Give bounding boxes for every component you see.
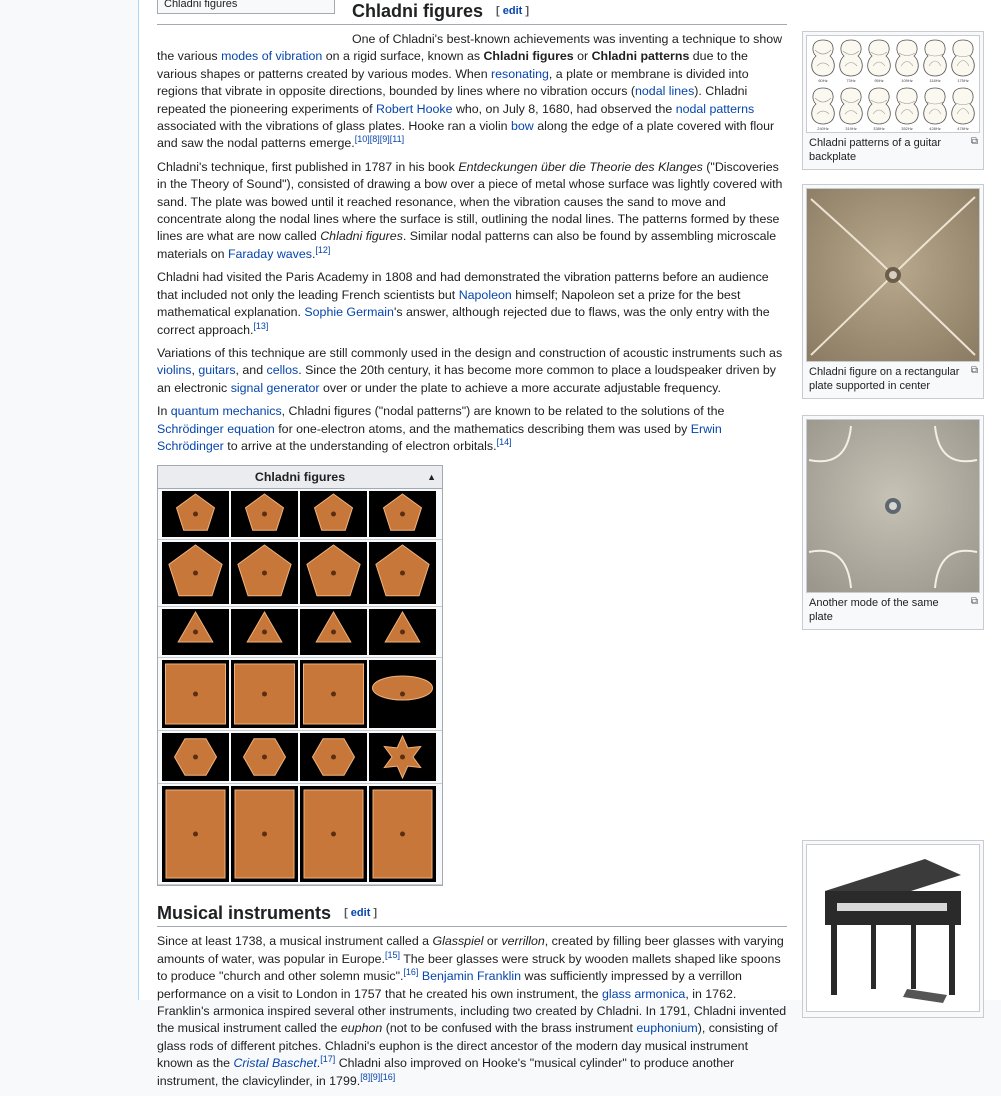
- link-cristal-baschet[interactable]: Cristal Baschet: [233, 1056, 317, 1071]
- link-guitars[interactable]: guitars: [198, 363, 236, 378]
- gallery-thumbnail[interactable]: [300, 733, 367, 781]
- guitar-plate-outline: [896, 88, 919, 124]
- citation-ref[interactable]: [10][8][9][11]: [354, 134, 405, 145]
- link-napoleon[interactable]: Napoleon: [458, 287, 512, 302]
- citation-ref[interactable]: [16]: [403, 967, 419, 978]
- frequency-label: 240Hz: [817, 126, 829, 131]
- copper-plate-image: [162, 491, 229, 537]
- link-violins[interactable]: violins: [157, 363, 192, 378]
- gallery-thumbnail[interactable]: [369, 609, 436, 655]
- guitar-backplate-image[interactable]: [806, 35, 980, 133]
- guitar-plate-outline: [924, 88, 947, 124]
- enlarge-icon[interactable]: ⧉: [970, 136, 978, 147]
- copper-plate-image: [369, 542, 436, 604]
- copper-plate-image: [162, 542, 229, 604]
- article-content: [157, 0, 787, 1096]
- frequency-label: 73Hz: [846, 78, 856, 83]
- gallery-thumbnail[interactable]: [369, 660, 436, 728]
- guitar-plate-outline: [840, 40, 863, 76]
- gallery-row: [158, 607, 442, 658]
- frequency-label: 118Hz: [929, 78, 941, 83]
- sort-icon[interactable]: ▲: [427, 472, 436, 483]
- frequency-label: 352Hz: [901, 126, 913, 131]
- gallery-thumbnail[interactable]: [300, 609, 367, 655]
- enlarge-icon[interactable]: ⧉: [970, 365, 978, 376]
- gallery-thumbnail[interactable]: [369, 786, 436, 882]
- guitar-plate-outline: [924, 40, 947, 76]
- link-nodal-lines[interactable]: nodal lines: [635, 84, 695, 99]
- link-erwin-schrodinger[interactable]: Erwin Schrödinger: [157, 421, 722, 453]
- frequency-label: 428Hz: [929, 126, 941, 131]
- copper-plate-image: [231, 733, 298, 781]
- link-modes-of-vibration[interactable]: modes of vibration: [221, 49, 323, 64]
- figure-guitar-backplate: [802, 31, 984, 170]
- another-mode-photo: [807, 420, 979, 592]
- edit-section-link[interactable]: edit: [502, 5, 523, 17]
- copper-plate-image: [369, 786, 436, 882]
- gallery-thumbnail[interactable]: [162, 786, 229, 882]
- gallery-thumbnail[interactable]: [369, 733, 436, 781]
- link-signal-generator[interactable]: signal generator: [230, 380, 320, 395]
- section-title: Musical instruments: [157, 903, 332, 924]
- frequency-label: 95Hz: [874, 78, 884, 83]
- gallery-thumbnail[interactable]: [162, 733, 229, 781]
- frequency-label: 175Hz: [957, 78, 969, 83]
- copper-plate-image: [300, 786, 367, 882]
- gallery-thumbnail[interactable]: [300, 542, 367, 604]
- gallery-thumbnail[interactable]: [300, 491, 367, 537]
- citation-ref[interactable]: [17]: [320, 1054, 336, 1065]
- gallery-thumbnail[interactable]: [162, 609, 229, 655]
- citation-ref[interactable]: [13]: [253, 320, 269, 331]
- copper-plate-image: [369, 733, 436, 781]
- section-heading-musical-instruments: [157, 902, 787, 927]
- guitar-plate-outline: [896, 40, 919, 76]
- gallery-thumbnail[interactable]: [231, 733, 298, 781]
- frequency-label: 319Hz: [845, 126, 857, 131]
- figure-another-mode: [802, 415, 984, 630]
- citation-ref[interactable]: [14]: [496, 436, 512, 447]
- copper-plate-image: [231, 609, 298, 655]
- link-glass-armonica[interactable]: glass armonica: [601, 986, 686, 1001]
- frequency-label: 109Hz: [901, 78, 913, 83]
- clavicylinder-image[interactable]: [806, 844, 980, 1012]
- figure-caption: Chladni patterns of a guitar backplate: [809, 137, 942, 163]
- edit-section-link[interactable]: edit: [350, 907, 371, 920]
- article-page: [138, 0, 1001, 1088]
- gallery-thumbnail[interactable]: [162, 660, 229, 728]
- copper-plate-image: [231, 542, 298, 604]
- edit-section-link-wrapper: [ edit ]: [496, 5, 530, 17]
- gallery-thumbnail[interactable]: [231, 660, 298, 728]
- gallery-row: [158, 540, 442, 607]
- copper-plate-image: [162, 660, 229, 728]
- gallery-thumbnail[interactable]: [231, 786, 298, 882]
- copper-plate-image: [369, 609, 436, 655]
- rectangular-plate-photo: [807, 189, 979, 361]
- gallery-thumbnail[interactable]: [231, 491, 298, 537]
- gallery-thumbnail[interactable]: [162, 542, 229, 604]
- paragraph-2: Chladni's technique, first published in 1787 in his book Entdeckungen über die Theorie des Klanges ("Discoveries in the Theory of Sound"), consisted of drawing a bow over a piece of metal whose surface was lightly covered with sand. The plate was bowed until it reached resonance, when the vibration causes the sand to move and concentrate along the nodal lines where the surface is still, outlining the nodal lines. The patterns formed by these lines are what are now called Chladni figures. Similar nodal patterns can also be found by assembling microscale materials on Faraday waves.[12]: [157, 159, 783, 261]
- gallery-thumbnail[interactable]: [300, 786, 367, 882]
- link-cellos[interactable]: cellos: [266, 363, 299, 378]
- gallery-thumbnail[interactable]: [369, 542, 436, 604]
- gallery-row: [158, 784, 442, 885]
- copper-plate-image: [300, 542, 367, 604]
- gallery-row: [158, 489, 442, 540]
- frequency-label: 338Hz: [873, 126, 885, 131]
- paragraph-5: In quantum mechanics, Chladni figures ("nodal patterns") are known to be related to the solutions of the Schrödinger equation for one-electron atoms, and the mathematics describing them was used by Erwin Schrödinger to arrive at the understanding of electron orbitals.[14]: [157, 404, 725, 453]
- gallery-row: [158, 731, 442, 784]
- frequency-label: 478Hz: [957, 126, 969, 131]
- gallery-grid: [158, 489, 442, 885]
- figure-rectangular-plate: [802, 184, 984, 399]
- enlarge-icon[interactable]: ⧉: [970, 596, 978, 607]
- citation-ref[interactable]: [15]: [384, 949, 400, 960]
- link-resonating[interactable]: resonating: [491, 66, 549, 81]
- gallery-thumbnail[interactable]: [162, 491, 229, 537]
- chladni-figures-gallery: [157, 465, 443, 886]
- figure-instrument: [802, 840, 984, 1018]
- frequency-label: 60Hz: [818, 78, 828, 83]
- rectangular-plate-image[interactable]: [806, 188, 980, 362]
- link-schrodinger-equation[interactable]: Schrödinger equation: [157, 421, 275, 436]
- copper-plate-image: [231, 660, 298, 728]
- link-benjamin-franklin[interactable]: Benjamin Franklin: [421, 969, 522, 984]
- paragraph-3: Chladni had visited the Paris Academy in 1808 and had demonstrated the vibration patterns before an audience that included not only the leading French scientists but Napoleon himself; Napoleon set a prize for the best mathematical explanation. Sophie Germain's answer, although rejected due to flaws, was the only entry with the correct approach.[13]: [157, 270, 770, 337]
- copper-plate-image: [300, 491, 367, 537]
- copper-plate-image: [231, 786, 298, 882]
- figure-caption: Chladni figure on a rectangular plate supported in center: [809, 366, 960, 392]
- copper-plate-image: [162, 733, 229, 781]
- edit-section-link-wrapper: [ edit ]: [344, 907, 378, 920]
- guitar-plate-outline: [812, 40, 835, 76]
- citation-ref[interactable]: [12]: [315, 244, 331, 255]
- guitar-plate-outline: [840, 88, 863, 124]
- copper-plate-image: [162, 609, 229, 655]
- gallery-thumbnail[interactable]: [231, 609, 298, 655]
- another-mode-image[interactable]: [806, 419, 980, 593]
- guitar-plate-outline: [868, 88, 891, 124]
- gallery-thumbnail[interactable]: [369, 491, 436, 537]
- paragraph-6: Since at least 1738, a musical instrument called a Glasspiel or verrillon, created by filling beer glasses with varying amounts of water, was popular in Europe.[15] The beer glasses were struck by wooden mallets shaped like spoons to produce "church and other solemn music".[16] Benjamin Franklin was sufficiently impressed by a verrillon performance on a visit to London in 1757 that he created his own instrument, the glass armonica, in 1762. Franklin's armonica inspired several other instruments, including two created by Chladni. In 1791, Chladni invented the musical instrument called the euphon (not to be confused with the brass instrument euphonium), consisting of glass rods of different pitches. Chladni's euphon is the direct ancestor of the modern day musical instrument known as the Cristal Baschet.[17] Chladni also improved on Hooke's "musical cylinder" to produce another instrument, the clavicylinder, in 1799.[8][9][16]: [157, 934, 787, 1088]
- guitar-plate-outline: [952, 88, 975, 124]
- paragraph-4: Variations of this technique are still commonly used in the design and construction of acoustic instruments such as violins, guitars, and cellos. Since the 20th century, it has become more common to place a loudspeaker driven by an electronic signal generator over or under the plate to achieve a more accurate adjustable frequency.: [157, 345, 783, 395]
- copper-plate-image: [162, 786, 229, 882]
- link-quantum-mechanics[interactable]: quantum mechanics: [170, 404, 282, 419]
- link-faraday-waves[interactable]: Faraday waves: [227, 246, 312, 261]
- figure-caption: Another mode of the same plate: [809, 597, 939, 623]
- copper-plate-image: [231, 491, 298, 537]
- copper-plate-image: [300, 733, 367, 781]
- copper-plate-image: [369, 491, 436, 537]
- link-nodal-patterns[interactable]: nodal patterns: [675, 101, 755, 116]
- gallery-title: Chladni figures: [254, 470, 346, 485]
- link-bow[interactable]: bow: [511, 119, 534, 134]
- copper-plate-image: [369, 660, 436, 728]
- link-sophie-germain[interactable]: Sophie Germain: [304, 305, 394, 320]
- gallery-row: [158, 658, 442, 731]
- guitar-backplate-patterns: [807, 36, 979, 132]
- link-euphonium[interactable]: euphonium: [636, 1021, 698, 1036]
- toc-last-item[interactable]: Chladni figures: [157, 0, 335, 14]
- guitar-plate-outline: [868, 40, 891, 76]
- guitar-plate-outline: [952, 40, 975, 76]
- clavicylinder-photo: [807, 845, 979, 1011]
- citation-ref[interactable]: [8][9][16]: [360, 1071, 396, 1082]
- gallery-thumbnail[interactable]: [300, 660, 367, 728]
- paragraph-1: One of Chladni's best-known achievements was inventing a technique to show the various modes of vibration on a rigid surface, known as Chladni figures or Chladni patterns due to the various shapes or patterns created by various modes. When resonating, a plate or membrane is divided into regions that vibrate in opposite directions, bounded by lines where no vibration occurs (nodal lines). Chladni repeated the pioneering experiments of Robert Hooke who, on July 8, 1680, had observed the nodal patterns associated with the vibrations of glass plates. Hooke ran a violin bow along the edge of a plate covered with flour and saw the nodal patterns emerge.[10][8][9][11]: [157, 32, 783, 151]
- copper-plate-image: [300, 660, 367, 728]
- gallery-header[interactable]: [158, 466, 442, 489]
- guitar-plate-outline: [812, 88, 835, 124]
- link-robert-hooke[interactable]: Robert Hooke: [376, 101, 453, 116]
- section-title: Chladni figures: [352, 1, 484, 21]
- section-heading-chladni-figures: [157, 0, 787, 25]
- copper-plate-image: [300, 609, 367, 655]
- gallery-thumbnail[interactable]: [231, 542, 298, 604]
